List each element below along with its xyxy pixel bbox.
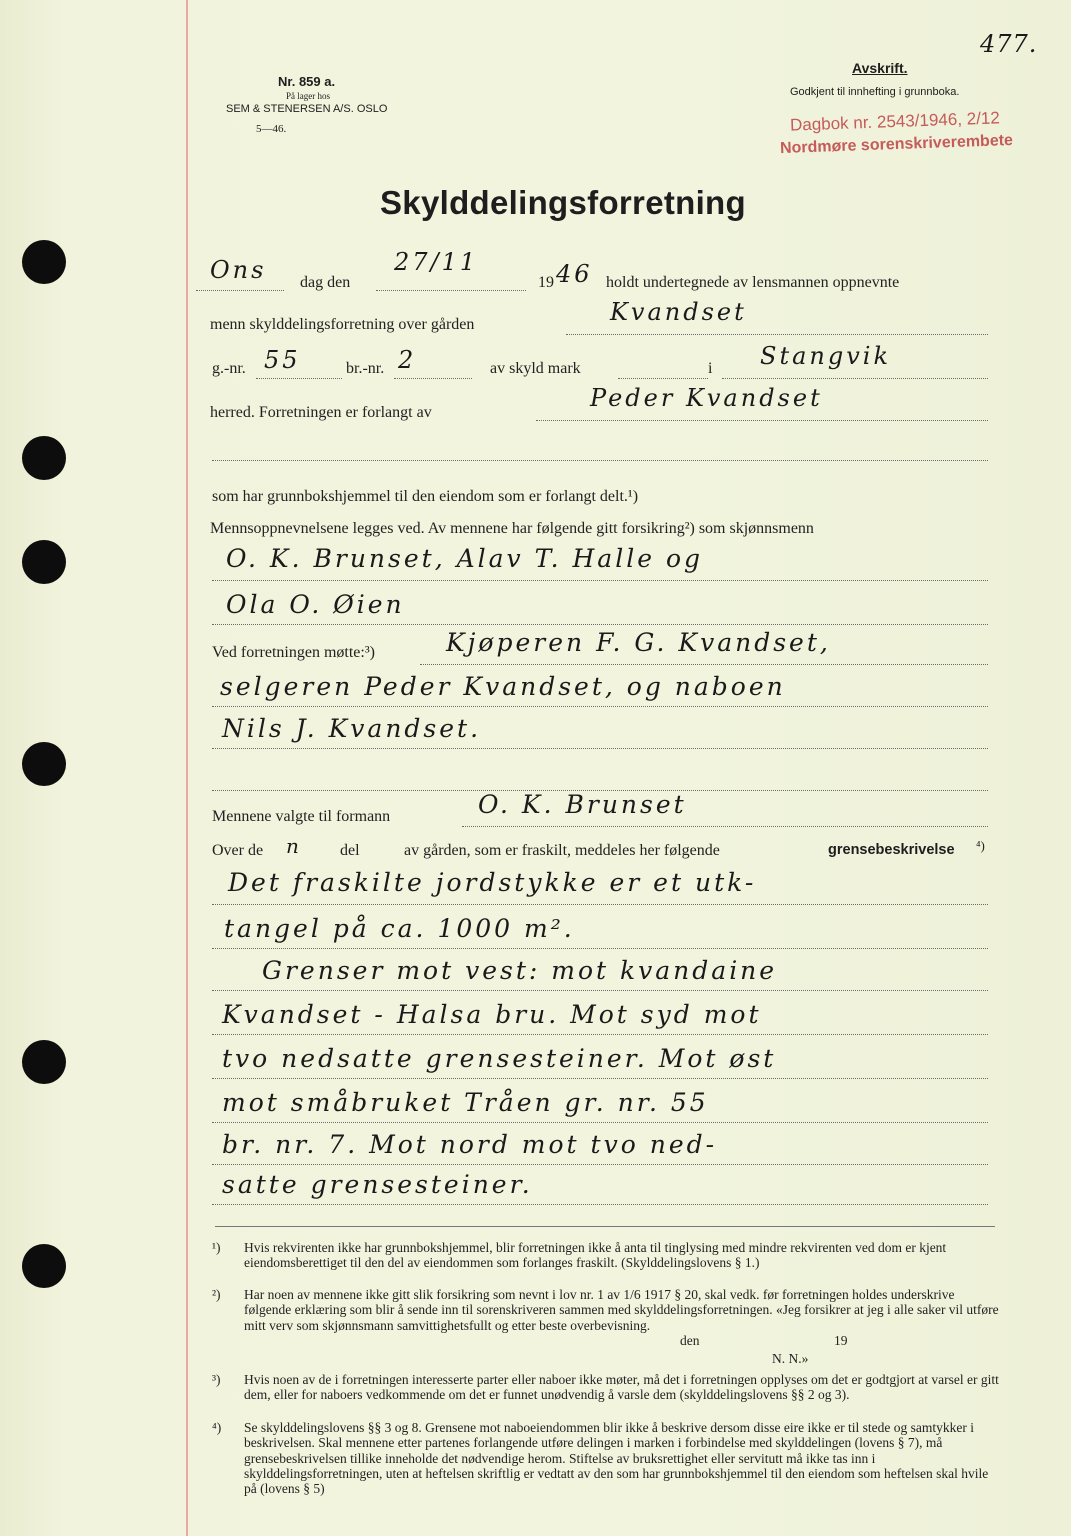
district-line: [722, 378, 988, 379]
margin-rule: [186, 0, 188, 1536]
boundary-line: mot småbruket Tråen gr. nr. 55: [222, 1088, 709, 1117]
date-line: [376, 290, 526, 291]
appraisers-underline-1: [212, 580, 988, 581]
appraisers-line-2: Ola O. Øien: [226, 590, 405, 619]
punch-hole: [22, 540, 66, 584]
skyld-label: av skyld mark: [490, 360, 581, 377]
footnote-number: ¹): [212, 1240, 221, 1255]
attended-underline-3: [212, 748, 988, 749]
skyld-line: [618, 378, 708, 379]
del-label: del: [340, 842, 360, 859]
footnote-separator: [215, 1226, 995, 1227]
requester-line: [536, 420, 988, 421]
date-value: 27/11: [394, 248, 479, 276]
boundary-line: Kvandset - Halsa bru. Mot syd mot: [222, 1000, 762, 1029]
attended-underline-1: [420, 664, 988, 665]
page-title: Skylddelingsforretning: [380, 184, 746, 221]
hjemmel-text: som har grunnbokshjemmel til den eiendom som er forlangt delt.¹): [212, 488, 639, 505]
fraskilt-text: av gården, som er fraskilt, meddeles her følgende: [404, 842, 720, 859]
appoint-text: Mennsoppnevnelsene legges ved. Av mennene har følgende gitt forsikring²) som skjønnsmenn: [210, 520, 814, 537]
footnote-1: [212, 1240, 1004, 1288]
form-number: Nr. 859 a.: [278, 74, 336, 89]
appraisers-underline-2: [212, 624, 988, 625]
footnote-text: Hvis rekvirenten ikke har grunnbokshjemmel, blir forretningen ikke å anta til tinglysing med mindre rekvirenten ved dom er kjent eiendomsberettiget til den del av eiendommen som forlanges fraskilt. (Skylddelingslovens § 1.): [244, 1240, 947, 1271]
farm-value: Kvandset: [610, 298, 747, 326]
boundary-underline: [212, 904, 988, 905]
footnote-text: Hvis noen av de i forretningen interesserte parter eller naboer ikke møter, må det i forretningen opplyses om det er godtgjort at varsel er gitt dem, eller for naboers vedkommende om det er funnet unødvendig å varsle dem (skylddelingslovens §§ 2 og 3).: [244, 1372, 999, 1403]
bnr-line: [394, 378, 472, 379]
district-value: Stangvik: [760, 342, 891, 370]
punch-hole: [22, 1244, 66, 1288]
gnr-value: 55: [264, 346, 301, 374]
grense-footnote-ref: ⁴): [976, 838, 985, 853]
stamp-court-office: Nordmøre sorenskriverembete: [779, 131, 1014, 158]
attended-line-2: selgeren Peder Kvandset, og naboen: [220, 672, 786, 701]
attended-line-1: Kjøperen F. G. Kvandset,: [446, 628, 831, 657]
boundary-underline: [212, 1078, 988, 1079]
year-value: 46: [556, 260, 593, 288]
bnr-label: br.-nr.: [346, 360, 385, 377]
herred-text: herred. Forretningen er forlangt av: [210, 404, 432, 421]
footnote-text: Se skylddelingslovens §§ 3 og 8. Grensene mot naboeiendommen blir ikke å beskrive dersom disse eire ikke er til stede og samtykker i beskrivelsen. Skal mennene etter partenes forlangende utføre delingen i marken i forbindelse med skylddelingen (lovens § 7), må grensebeskrivelsen tillike inneholde det nødvendige herom. Stiftelse av bruksrettighet eller servitutt må ikke tas inn i skylddelingsforretningen, uten at heftelsen skriftlig er vedtatt av den som har grunnbokshjemmel til den eiendom som heftelsen skal hvile på (lovens § 5): [244, 1420, 989, 1497]
punch-hole: [22, 436, 66, 480]
stamp-diary-number: Dagbok nr. 2543/1946, 2/12: [789, 108, 1001, 135]
men-text: menn skylddelingsforretning over gården: [210, 316, 475, 333]
boundary-underline: [212, 1204, 988, 1205]
punch-hole: [22, 240, 66, 284]
oath-year: 19: [834, 1333, 848, 1348]
boundary-underline: [212, 990, 988, 991]
footnote-3: [212, 1372, 1004, 1420]
boundary-underline: [212, 1034, 988, 1035]
footnote-number: ³): [212, 1372, 221, 1387]
over-label: Over de: [212, 842, 264, 859]
copy-title: Avskrift.: [852, 60, 908, 76]
i-label: i: [708, 360, 713, 377]
chairman-label: Mennene valgte til formann: [212, 808, 391, 825]
gnr-line: [256, 378, 342, 379]
punch-hole: [22, 742, 66, 786]
gnr-label: g.-nr.: [212, 360, 246, 377]
footnote-4: [212, 1420, 1004, 1500]
attended-line-3: Nils J. Kvandset.: [222, 714, 482, 743]
printer-name: SEM & STENERSEN A/S. OSLO: [226, 103, 388, 115]
bnr-value: 2: [398, 346, 417, 374]
weekday-value: Ons: [210, 256, 267, 284]
footnote-2: [212, 1287, 1004, 1349]
attended-label: Ved forretningen møtte:³): [212, 644, 375, 661]
boundary-line: tangel på ca. 1000 m².: [224, 914, 575, 943]
boundary-underline: [212, 948, 988, 949]
over-suffix: n: [286, 834, 302, 858]
footnote-number: ⁴): [212, 1420, 222, 1435]
page-number: 477.: [980, 30, 1038, 58]
footnote-text: Har noen av mennene ikke gitt slik forsikring som nevnt i lov nr. 1 av 1/6 1917 § 20, skal vedk. før forretningen holdes underskrive følgende erklæring som blir å sende inn til sorenskriveren sammen med skylddelingsforretningen. «Jeg forsikrer at jeg i alle saker vil utføre mitt verv som skjønnsmann samvittighetsfullt og etter beste overbevisning.: [244, 1287, 999, 1333]
day-label: dag den: [300, 274, 351, 291]
boundary-line: satte grensesteiner.: [222, 1170, 533, 1199]
punch-hole: [22, 1040, 66, 1084]
weekday-line: [196, 290, 284, 291]
grense-label: grensebeskrivelse: [828, 842, 955, 858]
chairman-line: [462, 826, 988, 827]
chairman-value: O. K. Brunset: [478, 790, 687, 819]
farm-line: [566, 334, 988, 335]
approved-note: Godkjent til innhefting i grunnboka.: [790, 86, 960, 98]
year-prefix: 19: [538, 274, 554, 291]
boundary-line: Grenser mot vest: mot kvandaine: [262, 956, 778, 985]
requester-value: Peder Kvandset: [590, 384, 823, 412]
boundary-underline: [212, 1164, 988, 1165]
footnote-number: ²): [212, 1287, 221, 1302]
boundary-line: Det fraskilte jordstykke er et utk-: [228, 868, 757, 897]
oath-den: den: [680, 1333, 700, 1348]
attended-underline-2: [212, 706, 988, 707]
print-code: 5—46.: [256, 123, 287, 135]
boundary-line: br. nr. 7. Mot nord mot tvo ned-: [222, 1130, 718, 1159]
boundary-line: tvo nedsatte grensesteiner. Mot øst: [222, 1044, 777, 1073]
boundary-underline: [212, 1122, 988, 1123]
blank-line: [212, 460, 988, 461]
held-text: holdt undertegnede av lensmannen oppnevnte: [606, 274, 900, 291]
appraisers-line-1: O. K. Brunset, Alav T. Halle og: [226, 544, 703, 573]
oath-signature: N. N.»: [772, 1351, 809, 1366]
printer-note: På lager hos: [286, 91, 330, 101]
